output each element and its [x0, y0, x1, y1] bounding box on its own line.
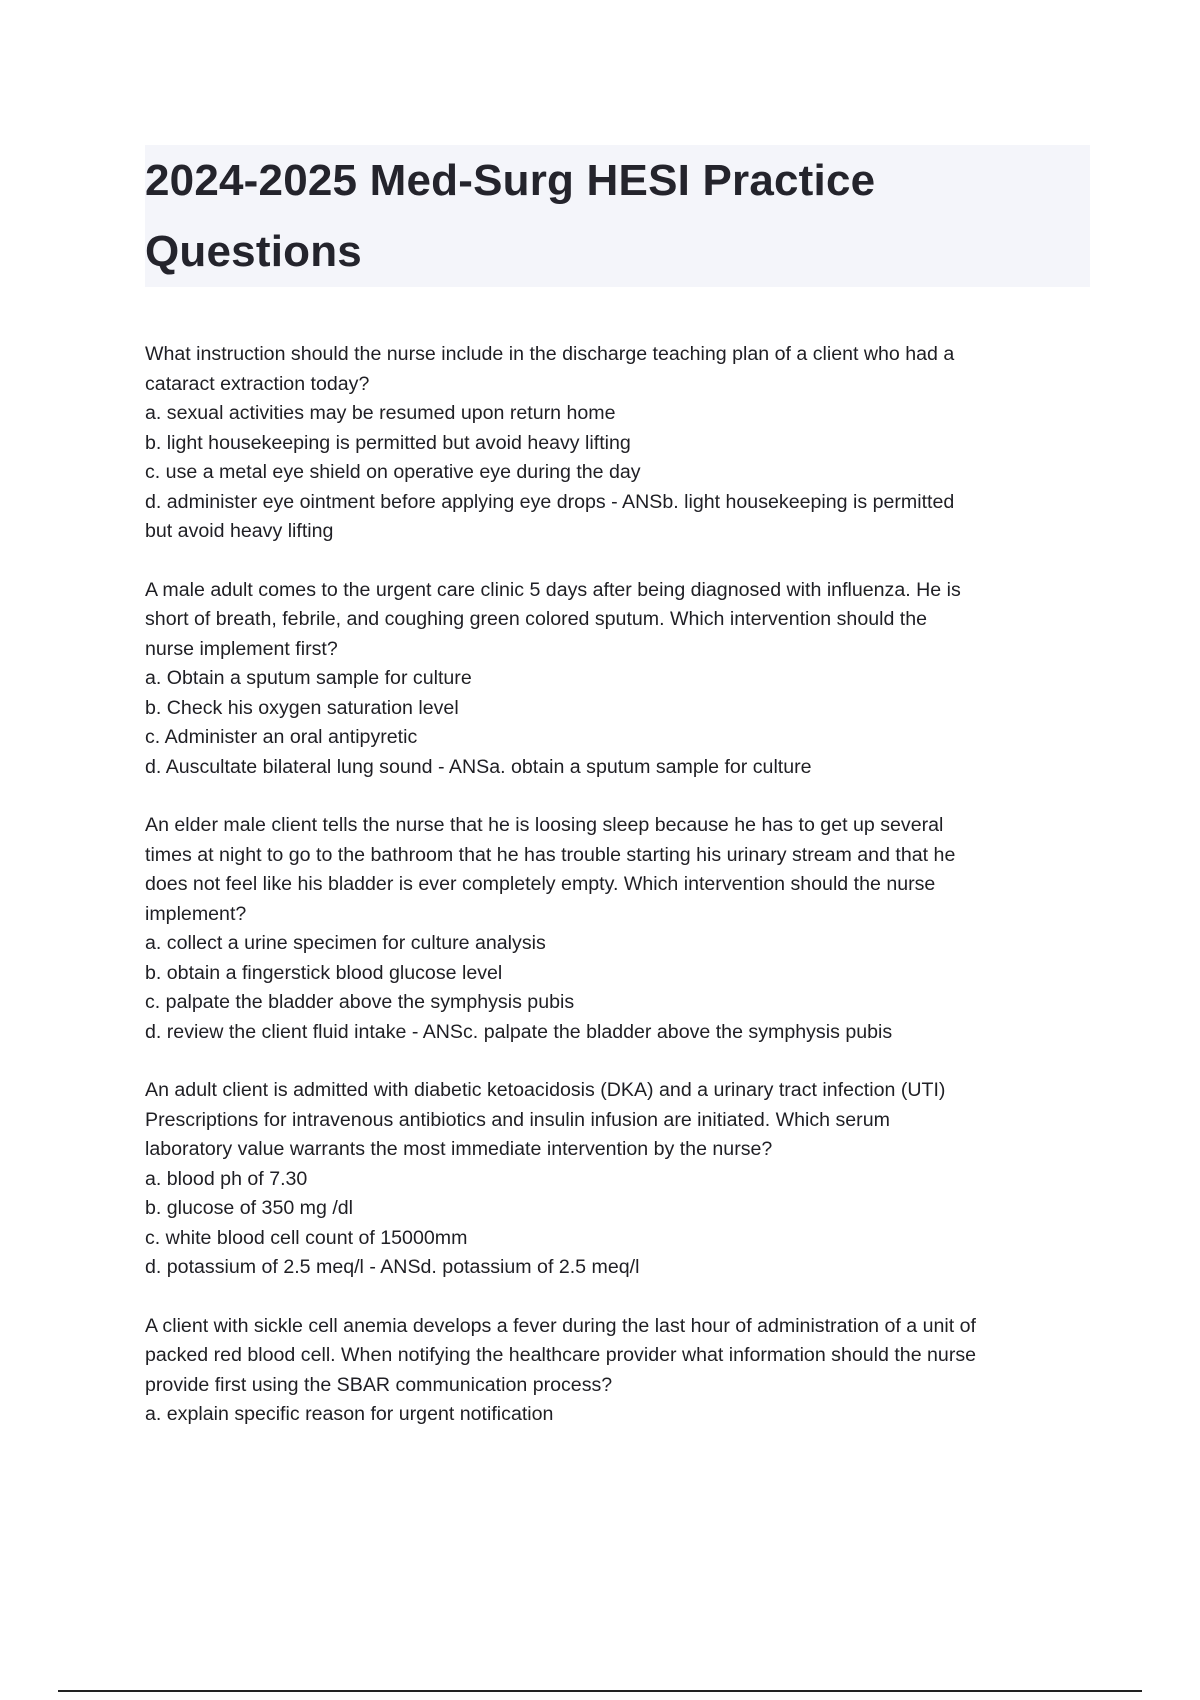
question-3 [145, 811, 1090, 1047]
question-4-line-1: An adult client is admitted with diabetic ketoacidosis (DKA) and a urinary tract infection (UTI) [145, 1079, 946, 1101]
question-list [145, 340, 1090, 1459]
question-3-line-4: implement? [145, 902, 247, 925]
question-4 [145, 1076, 1090, 1283]
question-1-line-2: cataract extraction today? [145, 372, 370, 395]
question-4-line-2: Prescriptions for intravenous antibiotics and insulin infusion are initiated. Which serum [145, 1108, 890, 1131]
question-2-option-d: d. Auscultate bilateral lung sound - ANSa. obtain a sputum sample for culture [145, 755, 812, 778]
question-4-line-3: laboratory value warrants the most immediate intervention by the nurse? [145, 1138, 773, 1160]
question-1 [145, 340, 1090, 547]
question-1-line-1: What instruction should the nurse include in the discharge teaching plan of a client who had a [145, 343, 955, 365]
question-1-option-b: b. light housekeeping is permitted but avoid heavy lifting [145, 431, 631, 454]
page-title-line-1: 2024-2025 Med-Surg HESI Practice [145, 156, 876, 205]
question-5-line-1: A client with sickle cell anemia develops a fever during the last hour of administration of a unit of [145, 1314, 977, 1337]
question-2 [145, 576, 1090, 783]
question-4-option-b: b. glucose of 350 mg /dl [145, 1197, 354, 1219]
question-3-line-2: times at night to go to the bathroom that he has trouble starting his urinary stream and that he [145, 843, 956, 866]
page-title [145, 145, 1090, 287]
question-2-option-b: b. Check his oxygen saturation level [145, 696, 459, 719]
question-2-line-2: short of breath, febrile, and coughing green colored sputum. Which intervention should the [145, 608, 928, 630]
question-3-option-d: d. review the client fluid intake - ANSc. palpate the bladder above the symphysis pubis [145, 1020, 893, 1043]
question-1-option-c: c. use a metal eye shield on operative eye during the day [145, 461, 641, 483]
question-2-line-1: A male adult comes to the urgent care clinic 5 days after being diagnosed with influenza. He is [145, 578, 961, 601]
question-4-option-a: a. blood ph of 7.30 [145, 1167, 308, 1190]
question-2-line-3: nurse implement first? [145, 637, 338, 660]
question-3-line-3: does not feel like his bladder is ever completely empty. Which intervention should the nurse [145, 873, 936, 895]
question-1-option-d: d. administer eye ointment before applying eye drops - ANSb. light housekeeping is permitted [145, 490, 955, 513]
question-3-option-a: a. collect a urine specimen for culture analysis [145, 932, 546, 954]
footer-divider [58, 1690, 1142, 1692]
question-3-option-b: b. obtain a fingerstick blood glucose level [145, 961, 503, 984]
question-3-line-1: An elder male client tells the nurse that he is loosing sleep because he has to get up several [145, 814, 944, 836]
question-4-option-d: d. potassium of 2.5 meq/l - ANSd. potassium of 2.5 meq/l [145, 1256, 640, 1278]
question-1-option-a: a. sexual activities may be resumed upon return home [145, 402, 616, 424]
question-3-option-c: c. palpate the bladder above the symphysis pubis [145, 991, 575, 1013]
question-4-option-c: c. white blood cell count of 15000mm [145, 1226, 468, 1249]
question-5-option-a: a. explain specific reason for urgent notification [145, 1403, 554, 1425]
question-5-line-2: packed red blood cell. When notifying the healthcare provider what information should the nurse [145, 1344, 977, 1366]
question-5-line-3: provide first using the SBAR communication process? [145, 1373, 613, 1396]
question-2-option-c: c. Administer an oral antipyretic [145, 726, 418, 748]
question-2-option-a: a. Obtain a sputum sample for culture [145, 667, 472, 689]
question-5 [145, 1312, 1090, 1430]
title-banner [145, 145, 1090, 287]
question-1-answer-continued: but avoid heavy lifting [145, 520, 334, 542]
page-title-line-2: Questions [145, 227, 362, 276]
